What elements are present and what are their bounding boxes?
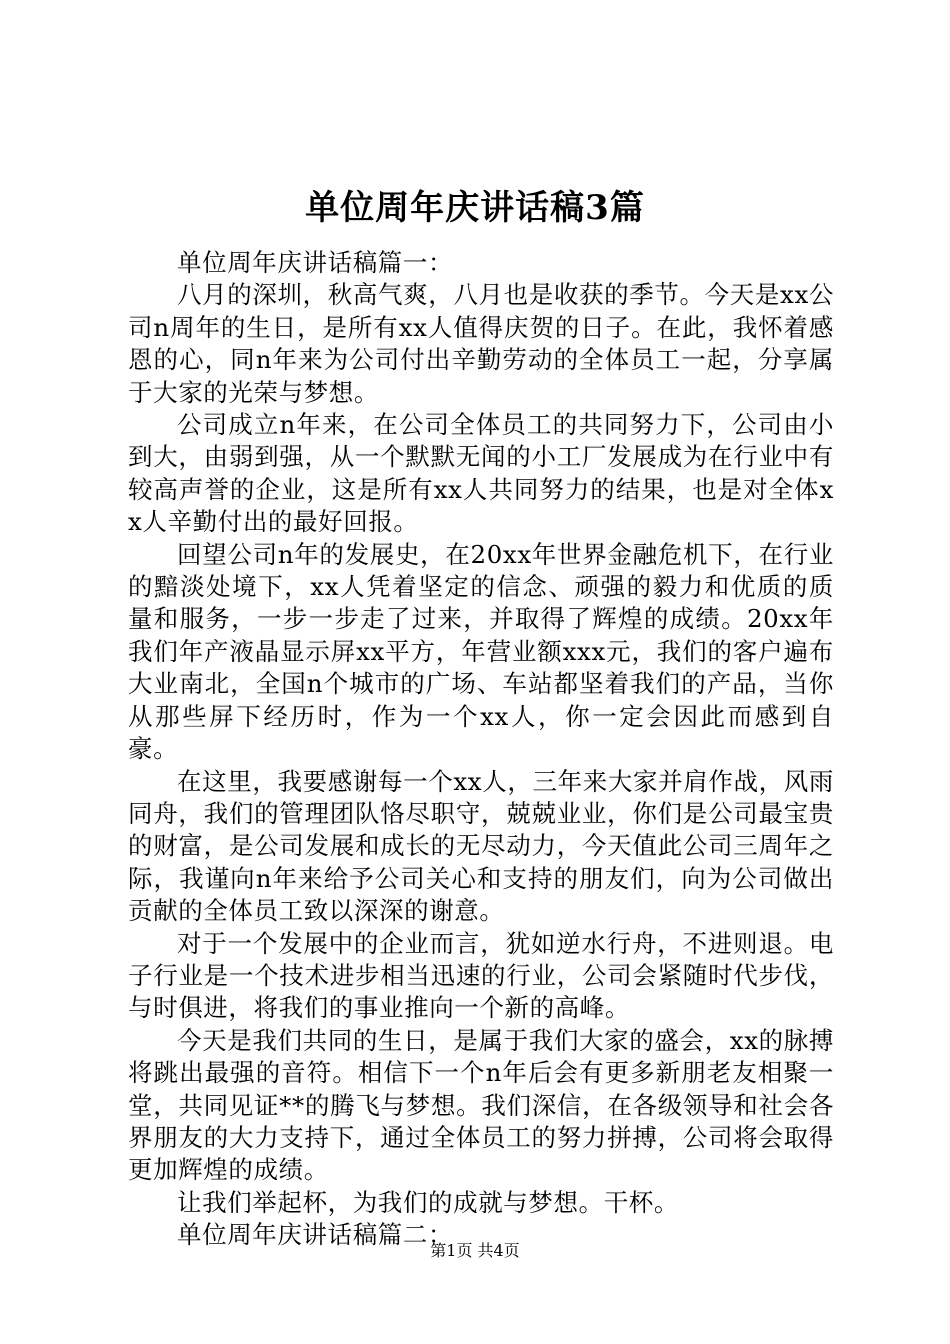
section-heading-2: 单位周年庆讲话稿篇二： [177, 1220, 454, 1250]
paragraph: 今天是我们共同的生日，是属于我们大家的盛会，xx的脉搏将跳出最强的音符。相信下一个n年后会有更多新朋老友相聚一堂，共同见证**的腾飞与梦想。我们深信，在各级领导和社会各界朋友的大力支持下，通过全体员工的努力拼搏，公司将会取得更加辉煌的成绩。 [128, 1025, 834, 1185]
paragraph: 在这里，我要感谢每一个xx人，三年来大家并肩作战，风雨同舟，我们的管理团队恪尽职守，兢兢业业，你们是公司最宝贵的财富，是公司发展和成长的无尽动力，今天值此公司三周年之际，我谨向n年来给予公司关心和支持的朋友们，向为公司做出贡献的全体员工致以深深的谢意。 [128, 766, 834, 926]
paragraph: 回望公司n年的发展史，在20xx年世界金融危机下，在行业的黯淡处境下，xx人凭着坚定的信念、顽强的毅力和优质的质量和服务，一步一步走了过来，并取得了辉煌的成绩。20xx年我们年产液晶显示屏xx平方，年营业额xxx元，我们的客户遍布大业南北，全国n个城市的广场、车站都坚着我们的产品，当你从那些屏下经历时，作为一个xx人，你一定会因此而感到自豪。 [128, 539, 834, 764]
document-body [128, 247, 834, 1252]
paragraph: 八月的深圳，秋高气爽，八月也是收获的季节。今天是xx公司n周年的生日，是所有xx人值得庆贺的日子。在此，我怀着感恩的心，同n年来为公司付出辛勤劳动的全体员工一起，分享属于大家的光荣与梦想。 [128, 280, 834, 407]
document-title: 单位周年庆讲话稿3篇 [305, 188, 645, 228]
section-heading-1: 单位周年庆讲话稿篇一： [177, 248, 454, 277]
page-number-footer: 第1页 共4页 [430, 1241, 520, 1260]
paragraph: 对于一个发展中的企业而言，犹如逆水行舟，不进则退。电子行业是一个技术进步相当迅速的行业，公司会紧随时代步伐，与时俱进，将我们的事业推向一个新的高峰。 [128, 928, 834, 1023]
paragraph: 让我们举起杯，为我们的成就与梦想。干杯。 [177, 1187, 679, 1217]
paragraph: 公司成立n年来，在公司全体员工的共同努力下，公司由小到大，由弱到强，从一个默默无闻的小工厂发展成为在行业中有较高声誉的企业，这是所有xx人共同努力的结果，也是对全体xx人辛勤付出的最好回报。 [128, 410, 834, 537]
